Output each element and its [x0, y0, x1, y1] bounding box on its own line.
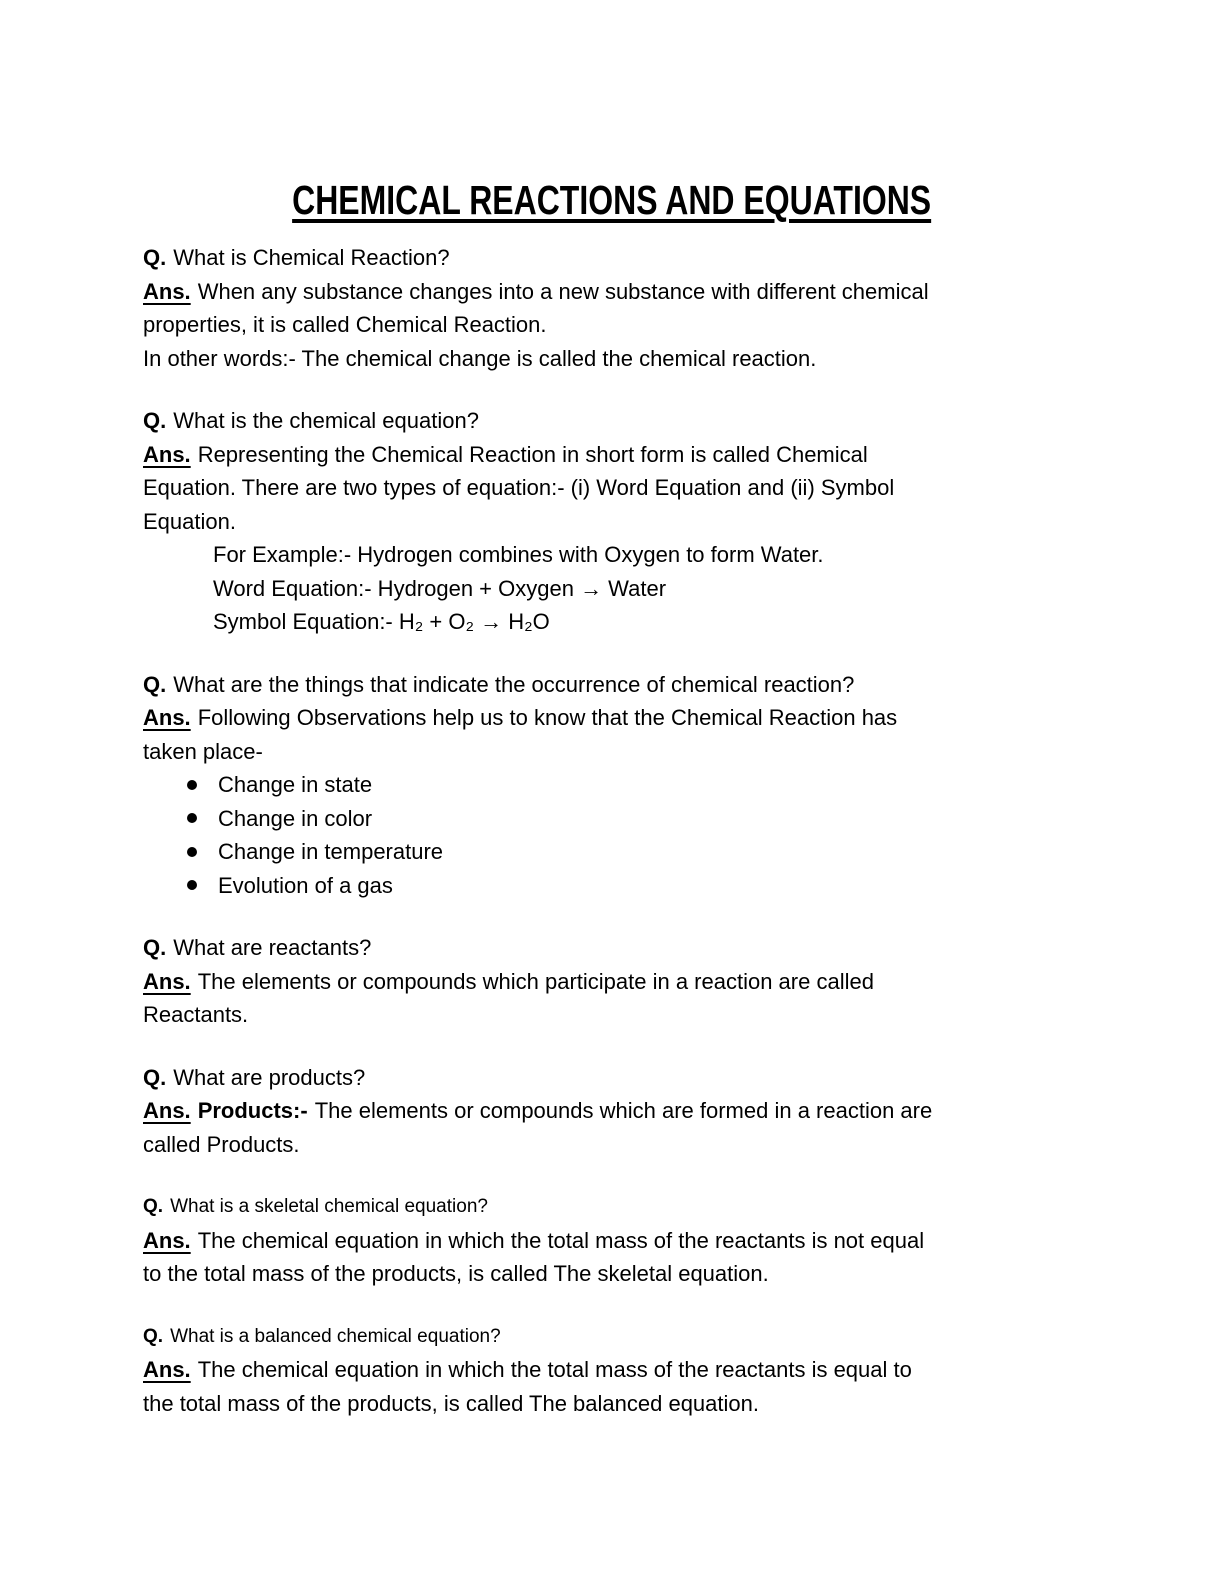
list-item	[143, 802, 1184, 836]
question-text: What is a skeletal chemical equation?	[170, 1196, 488, 1217]
answer-text: When any substance changes into a new substance with different chemical	[197, 278, 929, 304]
answer-line: properties, it is called Chemical Reaction.	[143, 312, 547, 337]
page-title-text: CHEMICAL REACTIONS AND EQUATIONS	[292, 177, 932, 223]
bullet-icon	[187, 780, 197, 790]
answer-line: Reactants.	[143, 1002, 249, 1027]
qa-block-skeletal-equation	[143, 1190, 1184, 1291]
question-label: Q.	[143, 671, 167, 697]
question-text: What is Chemical Reaction?	[173, 245, 450, 270]
answer-line: Equation.	[143, 508, 236, 534]
symbol-equation-line: Symbol Equation:- H₂ + O₂ → H₂O	[213, 609, 550, 634]
question-line	[143, 241, 1184, 275]
answer-bold-term: Products:-	[197, 1098, 308, 1123]
qa-block-reactants	[143, 931, 1184, 1032]
answer-label: Ans.	[143, 1357, 191, 1382]
answer-text: Representing the Chemical Reaction in short form is called Chemical	[197, 441, 868, 467]
answer-line: Equation. There are two types of equation:- (i) Word Equation and (ii) Symbol	[143, 475, 895, 500]
question-text: What is the chemical equation?	[173, 408, 479, 433]
question-text: What are the things that indicate the occurrence of chemical reaction?	[173, 671, 855, 697]
answer-line	[143, 965, 1184, 999]
qa-block-reaction-indicators	[143, 668, 1184, 903]
answer-line	[143, 275, 1184, 309]
answer-line: called Products.	[143, 1131, 300, 1157]
question-line	[143, 404, 1184, 438]
question-label: Q.	[143, 245, 167, 270]
bullet-text: Change in temperature	[218, 839, 444, 864]
answer-label: Ans.	[143, 278, 191, 304]
question-line	[143, 931, 1184, 965]
answer-line: taken place-	[143, 738, 263, 764]
answer-line: the total mass of the products, is called The balanced equation.	[143, 1390, 759, 1416]
question-label: Q.	[143, 1196, 164, 1217]
qa-block-chemical-equation	[143, 404, 1184, 639]
answer-label: Ans.	[143, 705, 191, 730]
question-label: Q.	[143, 408, 167, 433]
question-text: What are reactants?	[173, 935, 372, 960]
bullet-text: Evolution of a gas	[218, 872, 393, 898]
answer-line	[143, 438, 1184, 472]
answer-line	[143, 1094, 1184, 1128]
answer-line	[143, 1224, 1184, 1258]
question-label: Q.	[143, 1064, 167, 1090]
answer-line	[143, 1353, 1184, 1387]
answer-text: The chemical equation in which the total mass of the reactants is not equal	[197, 1227, 925, 1253]
bullet-icon	[187, 880, 197, 890]
question-label: Q.	[143, 935, 167, 960]
answer-label: Ans.	[143, 1227, 191, 1253]
bullet-icon	[187, 813, 197, 823]
question-label: Q.	[143, 1325, 164, 1347]
qa-block-balanced-equation	[143, 1320, 1184, 1421]
document-content	[0, 241, 1224, 1420]
list-item	[143, 869, 1184, 903]
example-line: For Example:- Hydrogen combines with Oxygen to form Water.	[213, 542, 824, 567]
answer-line: In other words:- The chemical change is called the chemical reaction.	[143, 345, 817, 371]
answer-text: The elements or compounds which participate in a reaction are called	[197, 968, 874, 994]
answer-text: Following Observations help us to know that the Chemical Reaction has	[197, 705, 898, 730]
question-text: What is a balanced chemical equation?	[170, 1325, 501, 1347]
list-item	[143, 835, 1184, 869]
answer-label: Ans.	[143, 1098, 191, 1123]
qa-block-chemical-reaction	[143, 241, 1184, 375]
bullet-text: Change in state	[218, 772, 373, 797]
question-line	[143, 1190, 1184, 1224]
answer-label: Ans.	[143, 441, 191, 467]
answer-text: The elements or compounds which are formed in a reaction are	[314, 1098, 933, 1123]
question-line	[143, 1061, 1184, 1095]
list-item	[143, 768, 1184, 802]
bullet-text: Change in color	[218, 805, 373, 831]
page-title	[0, 174, 1224, 226]
question-line	[143, 1320, 1184, 1354]
question-line	[143, 668, 1184, 702]
answer-text: The chemical equation in which the total mass of the reactants is equal to	[197, 1357, 912, 1382]
answer-label: Ans.	[143, 968, 191, 994]
answer-line: to the total mass of the products, is called The skeletal equation.	[143, 1261, 769, 1286]
bullet-icon	[187, 847, 197, 857]
word-equation-line: Word Equation:- Hydrogen + Oxygen → Water	[213, 575, 667, 601]
question-text: What are products?	[173, 1064, 366, 1090]
qa-block-products	[143, 1061, 1184, 1162]
answer-line	[143, 701, 1184, 735]
